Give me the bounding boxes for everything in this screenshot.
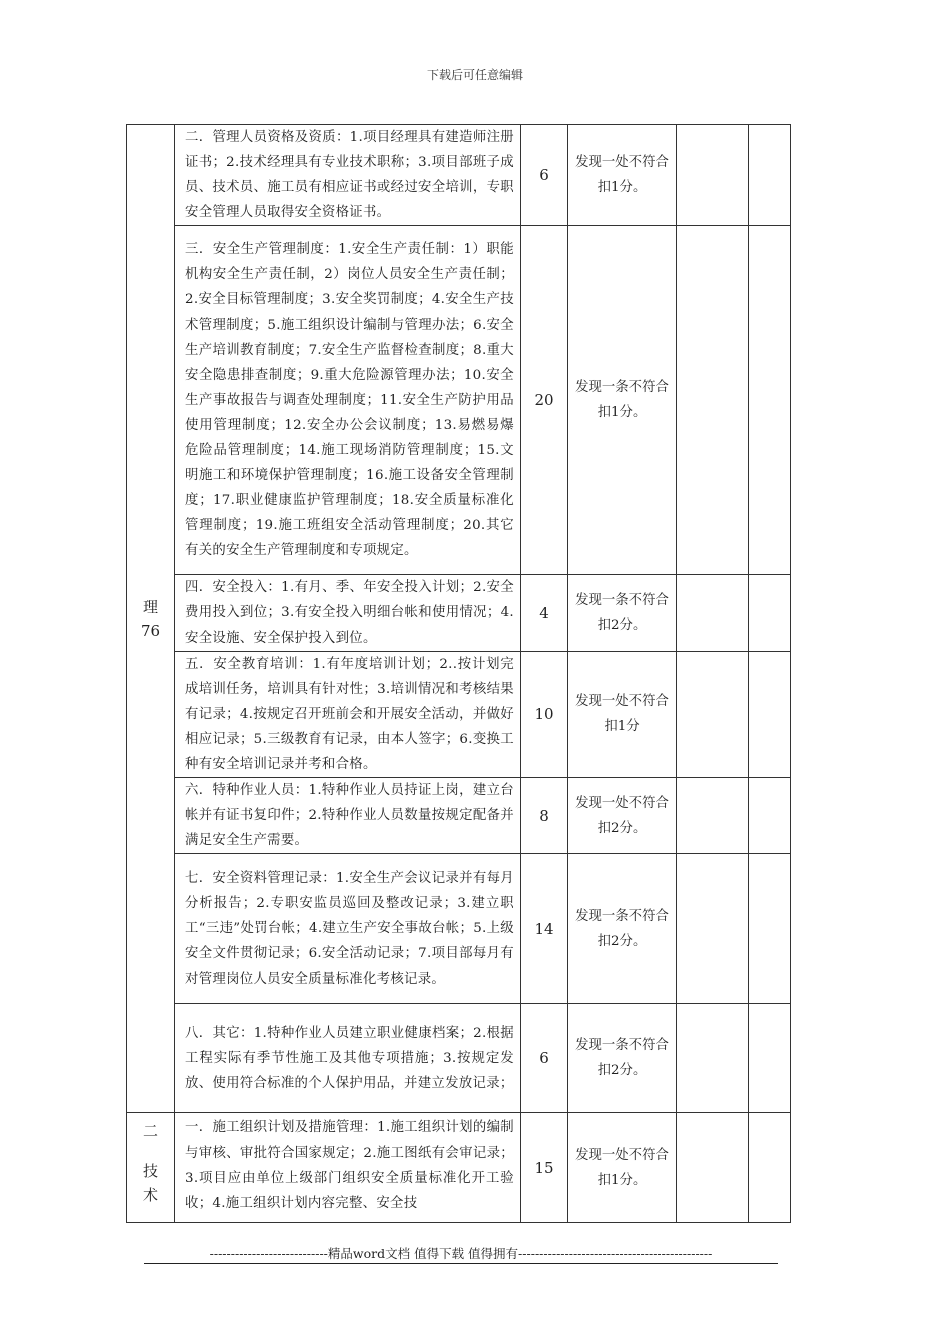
table-row [127, 226, 791, 575]
item-score: 4 [521, 575, 568, 651]
blank-cell [677, 651, 749, 777]
item-description: 三．安全生产管理制度：1.安全生产责任制：1）职能机构安全生产责任制，2）岗位人员安全生产责任制；2.安全目标管理制度；3.安全奖罚制度；4.安全生产技术管理制度；5.施工组织设计编制与管理办法；6.安全生产培训教育制度；7.安全生产监督检查制度；8.重大安全隐患排查制度；9.重大危险源管理办法；10.安全生产事故报告与调查处理制度；11.安全生产防护用品使用管理制度；12.安全办公会议制度；13.易燃易爆危险品管理制度；14.施工现场消防管理制度；15.文明施工和环境保护管理制度；16.施工设备安全管理制度；17.职业健康监护管理制度；18.安全质量标准化管理制度；19.施工班组安全活动管理制度；20.其它有关的安全生产管理制度和专项规定。 [175, 226, 521, 575]
page-footer: ----------------------------精品word文档 值得下载 值得拥有---------------------------------------------- [209, 1246, 713, 1261]
deduction-rule: 发现一条不符合扣2分。 [568, 575, 677, 651]
category-label: 理 [142, 597, 158, 616]
item-score: 20 [521, 226, 568, 575]
table-row [127, 575, 791, 651]
deduction-rule: 发现一处不符合扣1分。 [568, 1113, 677, 1223]
blank-cell [677, 1113, 749, 1223]
blank-cell [677, 778, 749, 854]
table-row [127, 125, 791, 226]
table-row [127, 1113, 791, 1223]
table-row [127, 778, 791, 854]
item-description: 八．其它：1.特种作业人员建立职业健康档案；2.根据工程实际有季节性施工及其他专项措施；3.按规定发放、使用符合标准的个人保护用品，并建立发放记录； [175, 1004, 521, 1113]
table-row [127, 651, 791, 777]
category-char: 技 [142, 1162, 158, 1181]
item-score: 6 [521, 125, 568, 226]
blank-cell [677, 854, 749, 1004]
blank-cell [677, 226, 749, 575]
scoring-table [126, 124, 791, 1223]
deduction-rule: 发现一条不符合扣1分。 [568, 226, 677, 575]
blank-cell [677, 125, 749, 226]
item-score: 8 [521, 778, 568, 854]
blank-cell [677, 575, 749, 651]
blank-cell [749, 651, 791, 777]
deduction-rule: 发现一处不符合扣1分。 [568, 125, 677, 226]
category-number: 二 [142, 1122, 158, 1141]
item-description: 二．管理人员资格及资质：1.项目经理具有建造师注册证书；2.技术经理具有专业技术职称；3.项目部班子成员、技术员、施工员有相应证书或经过安全培训，专职安全管理人员取得安全资格证书。 [175, 125, 521, 226]
deduction-rule: 发现一条不符合扣2分。 [568, 1004, 677, 1113]
deduction-rule: 发现一条不符合扣2分。 [568, 854, 677, 1004]
item-score: 10 [521, 651, 568, 777]
item-description: 一．施工组织计划及措施管理：1.施工组织计划的编制与审核、审批符合国家规定；2.施工图纸有会审记录；3.项目应由单位上级部门组织安全质量标准化开工验收；4.施工组织计划内容完整、安全技 [175, 1113, 521, 1223]
blank-cell [749, 575, 791, 651]
blank-cell [749, 226, 791, 575]
table-row [127, 1004, 791, 1113]
table-row [127, 854, 791, 1004]
footer-divider [144, 1263, 778, 1264]
category-score: 76 [140, 621, 161, 640]
page-header: 下载后可任意编辑 [426, 68, 523, 82]
blank-cell [749, 125, 791, 226]
category-cell-technical [127, 1113, 175, 1223]
item-description: 五．安全教育培训：1.有年度培训计划；2..按计划完成培训任务，培训具有针对性；3.培训情况和考核结果有记录；4.按规定召开班前会和开展安全活动，并做好相应记录；5.三级教育有记录，由本人签字；6.变换工种有安全培训记录并考和合格。 [175, 651, 521, 777]
blank-cell [749, 1113, 791, 1223]
item-score: 6 [521, 1004, 568, 1113]
item-score: 14 [521, 854, 568, 1004]
blank-cell [677, 1004, 749, 1113]
item-description: 七．安全资料管理记录：1.安全生产会议记录并有每月分析报告；2.专职安监员巡回及整改记录；3.建立职工“三违”处罚台帐；4.建立生产安全事故台帐；5.上级安全文件贯彻记录；6.安全活动记录；7.项目部每月有对管理岗位人员安全质量标准化考核记录。 [175, 854, 521, 1004]
blank-cell [749, 854, 791, 1004]
category-cell-management [127, 125, 175, 1113]
deduction-rule: 发现一处不符合扣1分 [568, 651, 677, 777]
blank-cell [749, 778, 791, 854]
item-description: 四．安全投入：1.有月、季、年安全投入计划；2.安全费用投入到位；3.有安全投入明细台帐和使用情况；4.安全设施、安全保护投入到位。 [175, 575, 521, 651]
category-char: 术 [142, 1186, 158, 1205]
blank-cell [749, 1004, 791, 1113]
item-description: 六．特种作业人员：1.特种作业人员持证上岗，建立台帐并有证书复印件；2.特种作业人员数量按规定配备并满足安全生产需要。 [175, 778, 521, 854]
item-score: 15 [521, 1113, 568, 1223]
deduction-rule: 发现一处不符合扣2分。 [568, 778, 677, 854]
